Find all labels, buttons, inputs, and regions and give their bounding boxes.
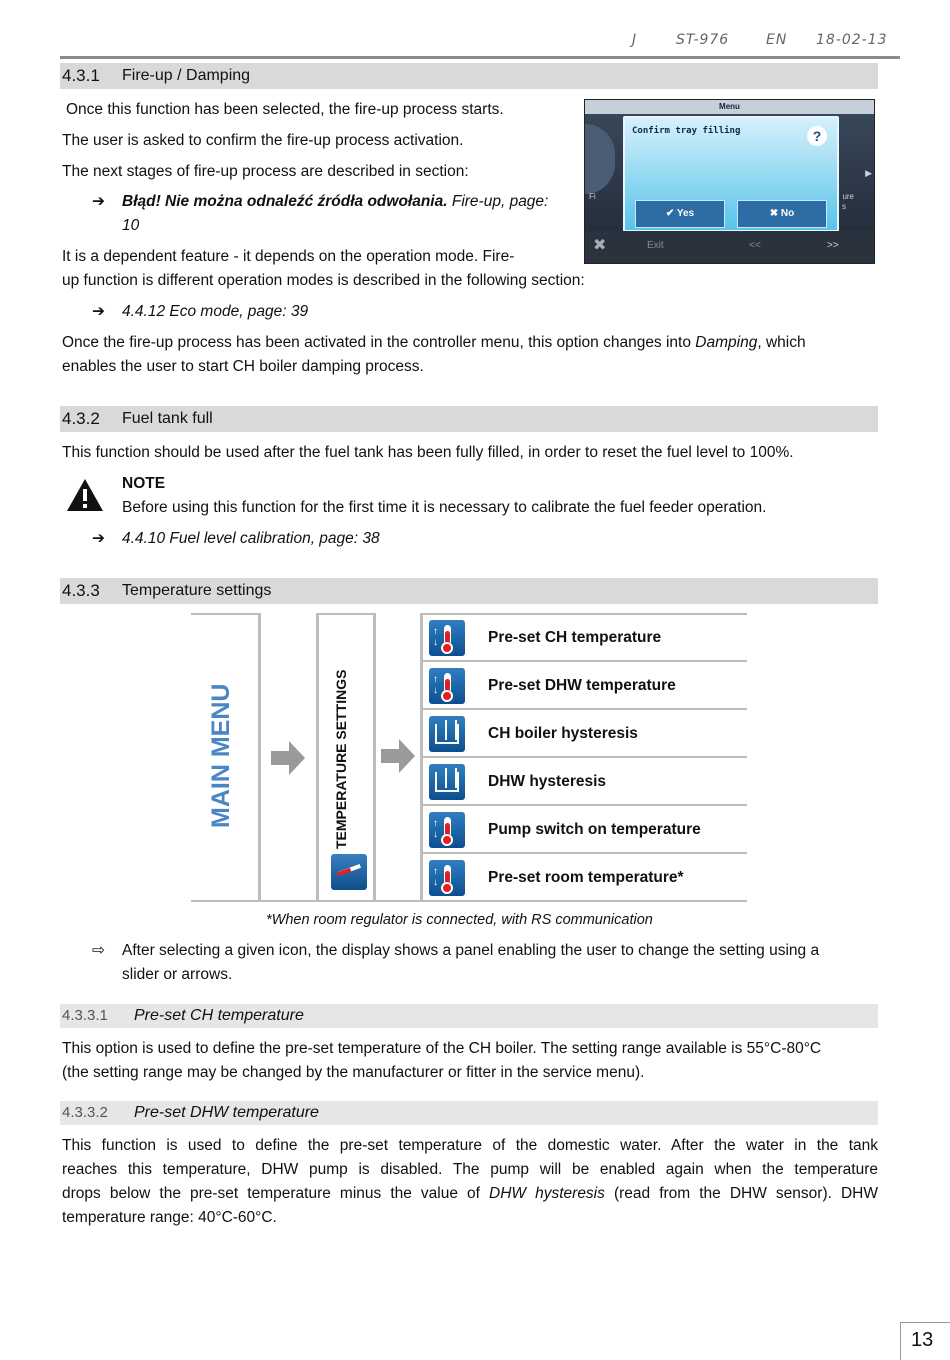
paragraph: Once this function has been selected, the fire-up process starts. [66, 101, 504, 118]
text: (read from the DHW sensor). DHW [604, 1185, 878, 1202]
paragraph: (the setting range may be changed by the manufacturer or fitter in the service menu). [62, 1064, 645, 1081]
paragraph [62, 1182, 878, 1206]
warning-icon [66, 478, 104, 512]
text: , which [757, 334, 806, 351]
dialog-title: Confirm tray filling [632, 126, 741, 136]
bullet-text: slider or arrows. [122, 966, 233, 983]
thermometer-icon: ↑ ↓ [429, 668, 465, 704]
thermometer-icon: ↑ ↓ [429, 812, 465, 848]
paragraph: It is a dependent feature - it depends on the operation mode. Fire- [62, 248, 515, 265]
subsection-title: Pre-set CH temperature [134, 1007, 304, 1024]
section-title: Temperature settings [122, 582, 272, 599]
subsection-title: Pre-set DHW temperature [134, 1104, 319, 1121]
side-text: Fi [589, 192, 596, 201]
menu-diagram [191, 613, 751, 905]
divider [316, 613, 319, 902]
reference-link[interactable]: 4.4.12 Eco mode, page: 39 [122, 303, 309, 320]
section-title: Fuel tank full [122, 410, 213, 427]
hollow-arrow-icon: ⇨ [92, 942, 105, 959]
subsection-number: 4.3.3.1 [62, 1007, 108, 1024]
page-number: 13 [900, 1322, 950, 1360]
header-date: 18-02-13 [816, 32, 888, 48]
no-button[interactable]: ✖ No [737, 200, 827, 228]
menu-item-pump-switch-on-temperature[interactable] [421, 806, 747, 854]
exit-button[interactable]: Exit [647, 240, 664, 251]
paragraph: enables the user to start CH boiler damping process. [62, 358, 424, 375]
note-text: Before using this function for the first time it is necessary to calibrate the fuel feeder operation. [122, 499, 767, 516]
screen-title: Menu [585, 100, 874, 114]
section-heading-4-3-3 [60, 578, 878, 604]
menu-item-preset-ch-temperature[interactable] [421, 614, 747, 662]
side-text: s [842, 202, 846, 211]
paragraph: This option is used to define the pre-set temperature of the CH boiler. The setting range available is 55°C-80°C [62, 1040, 822, 1057]
paragraph: up function is different operation modes is described in the following section: [62, 272, 585, 289]
prev-button[interactable]: << [749, 240, 761, 251]
paragraph: The next stages of fire-up process are described in section: [62, 163, 469, 180]
header-j: J [632, 32, 638, 48]
section-number: 4.3.1 [62, 66, 100, 85]
main-menu-label [207, 683, 241, 828]
divider [373, 613, 376, 902]
reference-text: Fire-up, page: [451, 193, 549, 210]
paragraph [62, 331, 806, 355]
temperature-settings-text: TEMPERATURE SETTINGS [333, 669, 349, 849]
arrow-icon: ➔ [92, 193, 105, 210]
paragraph: This function should be used after the fuel tank has been fully filled, in order to reset the fuel level to 100%. [62, 444, 794, 461]
paragraph: This function is used to define the pre-set temperature of the domestic water. After the water in the tank [62, 1137, 878, 1154]
menu-item-ch-boiler-hysteresis[interactable] [421, 710, 747, 758]
note-title: NOTE [122, 475, 166, 492]
yes-button[interactable]: ✔ Yes [635, 200, 725, 228]
hysteresis-icon [429, 764, 465, 800]
chevron-right-icon: ▶ [865, 168, 872, 178]
menu-item-label: Pre-set room temperature* [488, 869, 684, 886]
hysteresis-icon [429, 716, 465, 752]
section-heading-4-3-2 [60, 406, 878, 432]
decoration [585, 124, 615, 194]
menu-item-preset-dhw-temperature[interactable] [421, 662, 747, 710]
menu-item-label: CH boiler hysteresis [488, 725, 638, 742]
next-button[interactable]: >> [827, 240, 839, 251]
text-italic: DHW hysteresis [489, 1185, 605, 1202]
divider [258, 613, 261, 902]
close-icon[interactable]: ✖ [593, 237, 607, 254]
arrow-right-icon [379, 737, 417, 775]
menu-item-label: Pump switch on temperature [488, 821, 701, 838]
menu-item-preset-room-temperature[interactable] [421, 854, 747, 902]
arrow-right-icon [269, 739, 307, 777]
main-menu-text: MAIN MENU [207, 683, 235, 828]
controller-screenshot [584, 99, 875, 264]
reference-link[interactable]: 4.4.10 Fuel level calibration, page: 38 [122, 530, 380, 547]
menu-item-label: Pre-set CH temperature [488, 629, 662, 646]
thermometer-icon: ↑ ↓ [429, 620, 465, 656]
subsection-heading-4-3-3-1 [60, 1004, 878, 1028]
header-lang: EN [766, 32, 788, 48]
divider [316, 613, 374, 615]
text-italic: Damping [695, 334, 758, 351]
temperature-settings-icon[interactable] [331, 854, 367, 890]
thermometer-icon: ↑ ↓ [429, 860, 465, 896]
menu-item-label: Pre-set DHW temperature [488, 677, 676, 694]
screen-toolbar [585, 231, 874, 263]
menu-item-label: DHW hysteresis [488, 773, 607, 790]
paragraph: reaches this temperature, DHW pump is disabled. The pump will be enabled again when the temperature [62, 1161, 878, 1178]
menu-item-dhw-hysteresis[interactable] [421, 758, 747, 806]
header-model: ST-976 [676, 32, 730, 48]
text: drops below the pre-set temperature minus the value of [62, 1185, 490, 1202]
header-rule [60, 56, 900, 59]
side-text: ure [842, 192, 854, 201]
arrow-icon: ➔ [92, 303, 105, 320]
subsection-number: 4.3.3.2 [62, 1104, 108, 1121]
arrow-icon: ➔ [92, 530, 105, 547]
text: Once the fire-up process has been activated in the controller menu, this option changes into [62, 334, 696, 351]
question-icon: ? [807, 126, 827, 146]
reference-page: 10 [122, 217, 140, 234]
temperature-settings-label [333, 653, 357, 853]
divider [191, 613, 259, 615]
reference-error: Błąd! Nie można odnaleźć źródła odwołania. [122, 193, 448, 210]
paragraph: temperature range: 40°C-60°C. [62, 1209, 277, 1226]
confirm-dialog [623, 116, 839, 232]
paragraph: The user is asked to confirm the fire-up process activation. [62, 132, 464, 149]
subsection-heading-4-3-3-2 [60, 1101, 878, 1125]
section-title: Fire-up / Damping [122, 67, 251, 84]
section-heading-4-3-1 [60, 63, 878, 89]
footnote: *When room regulator is connected, with RS communication [266, 912, 653, 928]
section-number: 4.3.3 [62, 581, 100, 600]
reference-link[interactable] [122, 190, 572, 214]
bullet-text: After selecting a given icon, the display shows a panel enabling the user to change the setting using a [122, 942, 820, 959]
section-number: 4.3.2 [62, 409, 100, 428]
